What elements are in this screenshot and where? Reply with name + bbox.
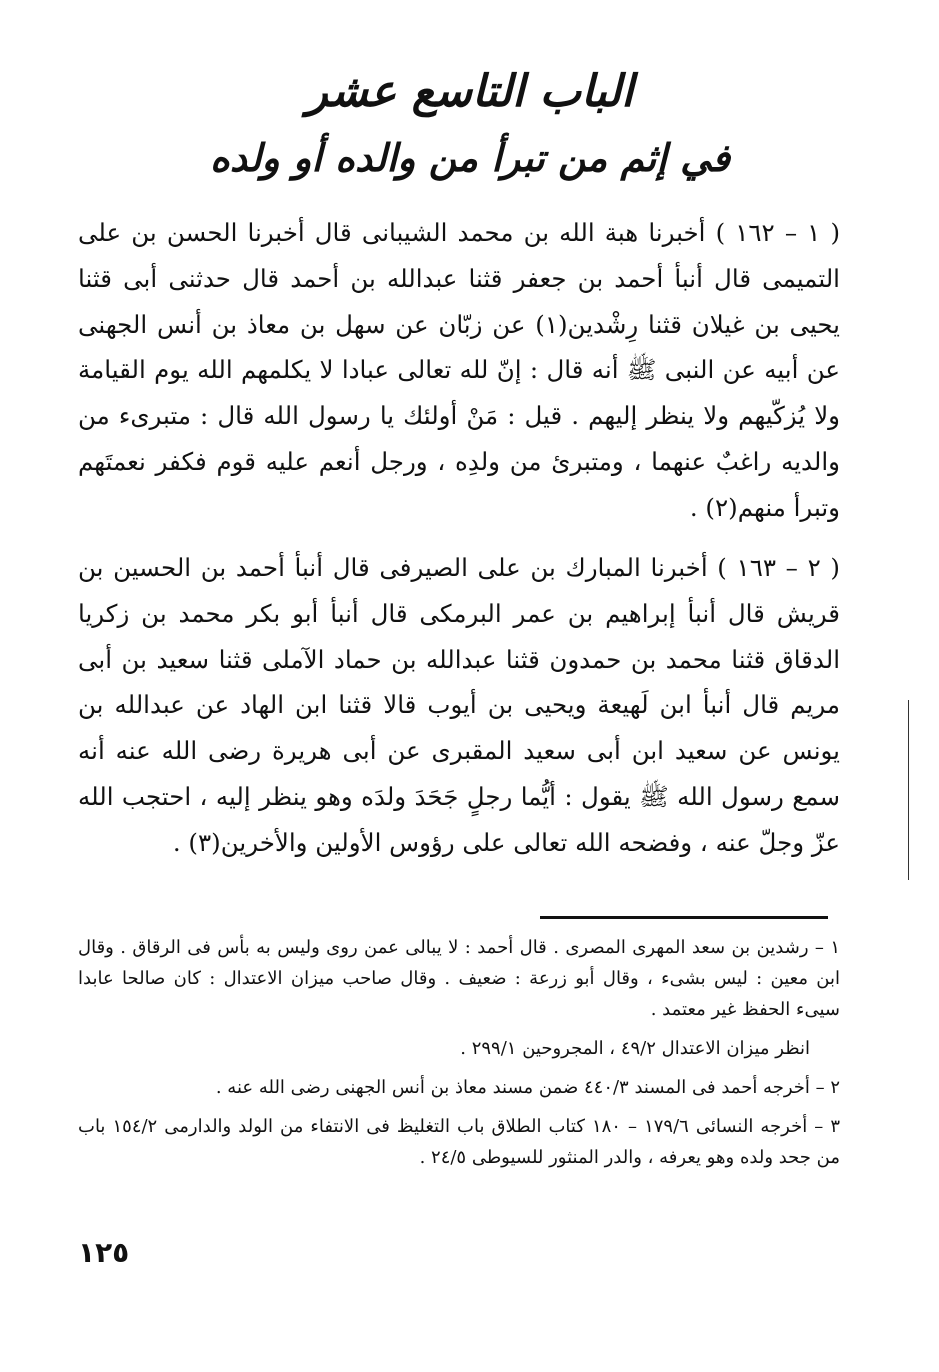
hadith-paragraph-1: ( ١ – ١٦٢ ) أخبرنا هبة الله بن محمد الشيبانى قال أخبرنا الحسن بن على التميمى قال أنبأ أحمد بن جعفر قثنا عبدالله بن أحمد قال حدثنى أبى قثنا يحيى بن غيلان قثنا رِشْدين(١) عن زبّان عن سهل بن معاذ بن أنس الجهنى عن أبيه عن النبى ﷺ أنه قال : إنّ لله تعالى عبادا لا يكلمهم الله يوم القيامة ولا يُزكّيهم ولا ينظر إليهم . قيل : مَنْ أولئك يا رسول الله قال : متبرىء من والديه راغبٌ عنهما ، ومتبرئ من ولدِه ، ورجل أنعم عليه قوم فكفر نعمتَهم وتبرأ منهم(٢) .	[78, 218, 841, 522]
footnote-1: ١ – رشدين بن سعد المهرى المصرى . قال أحمد : لا يبالى عمن روى وليس به بأس فى الرقاق . وقال ابن معين : ليس بشىء ، وقال أبو زرعة : ضعيف . وقال صاحب ميزان الاعتدال : كان صالحا عابدا سيىء الحفظ غير معتمد .	[78, 937, 840, 1020]
footnote-1-reference: انظر ميزان الاعتدال ٤٩/٢ ، المجروحين ٢٩٩/١ .	[460, 1038, 810, 1059]
footnote-2: ٢ – أخرجه أحمد فى المسند ٤٤٠/٣ ضمن مسند معاذ بن أنس الجهنى رضى الله عنه .	[215, 1077, 840, 1098]
chapter-title: الباب التاسع عشر	[306, 66, 634, 117]
page-number: ١٢٥	[78, 1236, 130, 1269]
footnotes	[78, 932, 840, 1181]
margin-rule	[908, 700, 909, 880]
footnote-divider	[540, 916, 828, 919]
footnote-3: ٣ – أخرجه النسائى ١٧٩/٦ – ١٨٠ كتاب الطلاق باب التغليظ فى الانتفاء من الولد والدارمى ١٥٤/٢ باب من جحد ولده وهو يعرفه ، والدر المنثور للسيوطى ٢٤/٥ .	[78, 1116, 840, 1168]
chapter-subtitle: في إثم من تبرأ من والده أو ولده	[209, 135, 731, 180]
hadith-paragraph-2: ( ٢ – ١٦٣ ) أخبرنا المبارك بن على الصيرفى قال أنبأ أحمد بن الحسين بن قريش قال أنبأ إبراهيم بن عمر البرمكى قال أنبأ أبو بكر محمد بن زكريا الدقاق قثنا محمد بن حمدون قثنا عبدالله بن حماد الآملى قثنا سعيد بن أبى مريم قال أنبأ ابن لَهيعة ويحيى بن أيوب قالا قثنا ابن الهاد عن عبدالله بن يونس عن سعيد ابن أبى سعيد المقبرى عن أبى هريرة رضى الله عنه أنه سمع رسول الله ﷺ يقول : أيُّما رجلٍ جَحَدَ ولدَه وهو ينظر إليه ، احتجب الله عزّ وجلّ عنه ، وفضحه الله تعالى على رؤوس الأولين والأخرين(٣) .	[78, 553, 840, 857]
